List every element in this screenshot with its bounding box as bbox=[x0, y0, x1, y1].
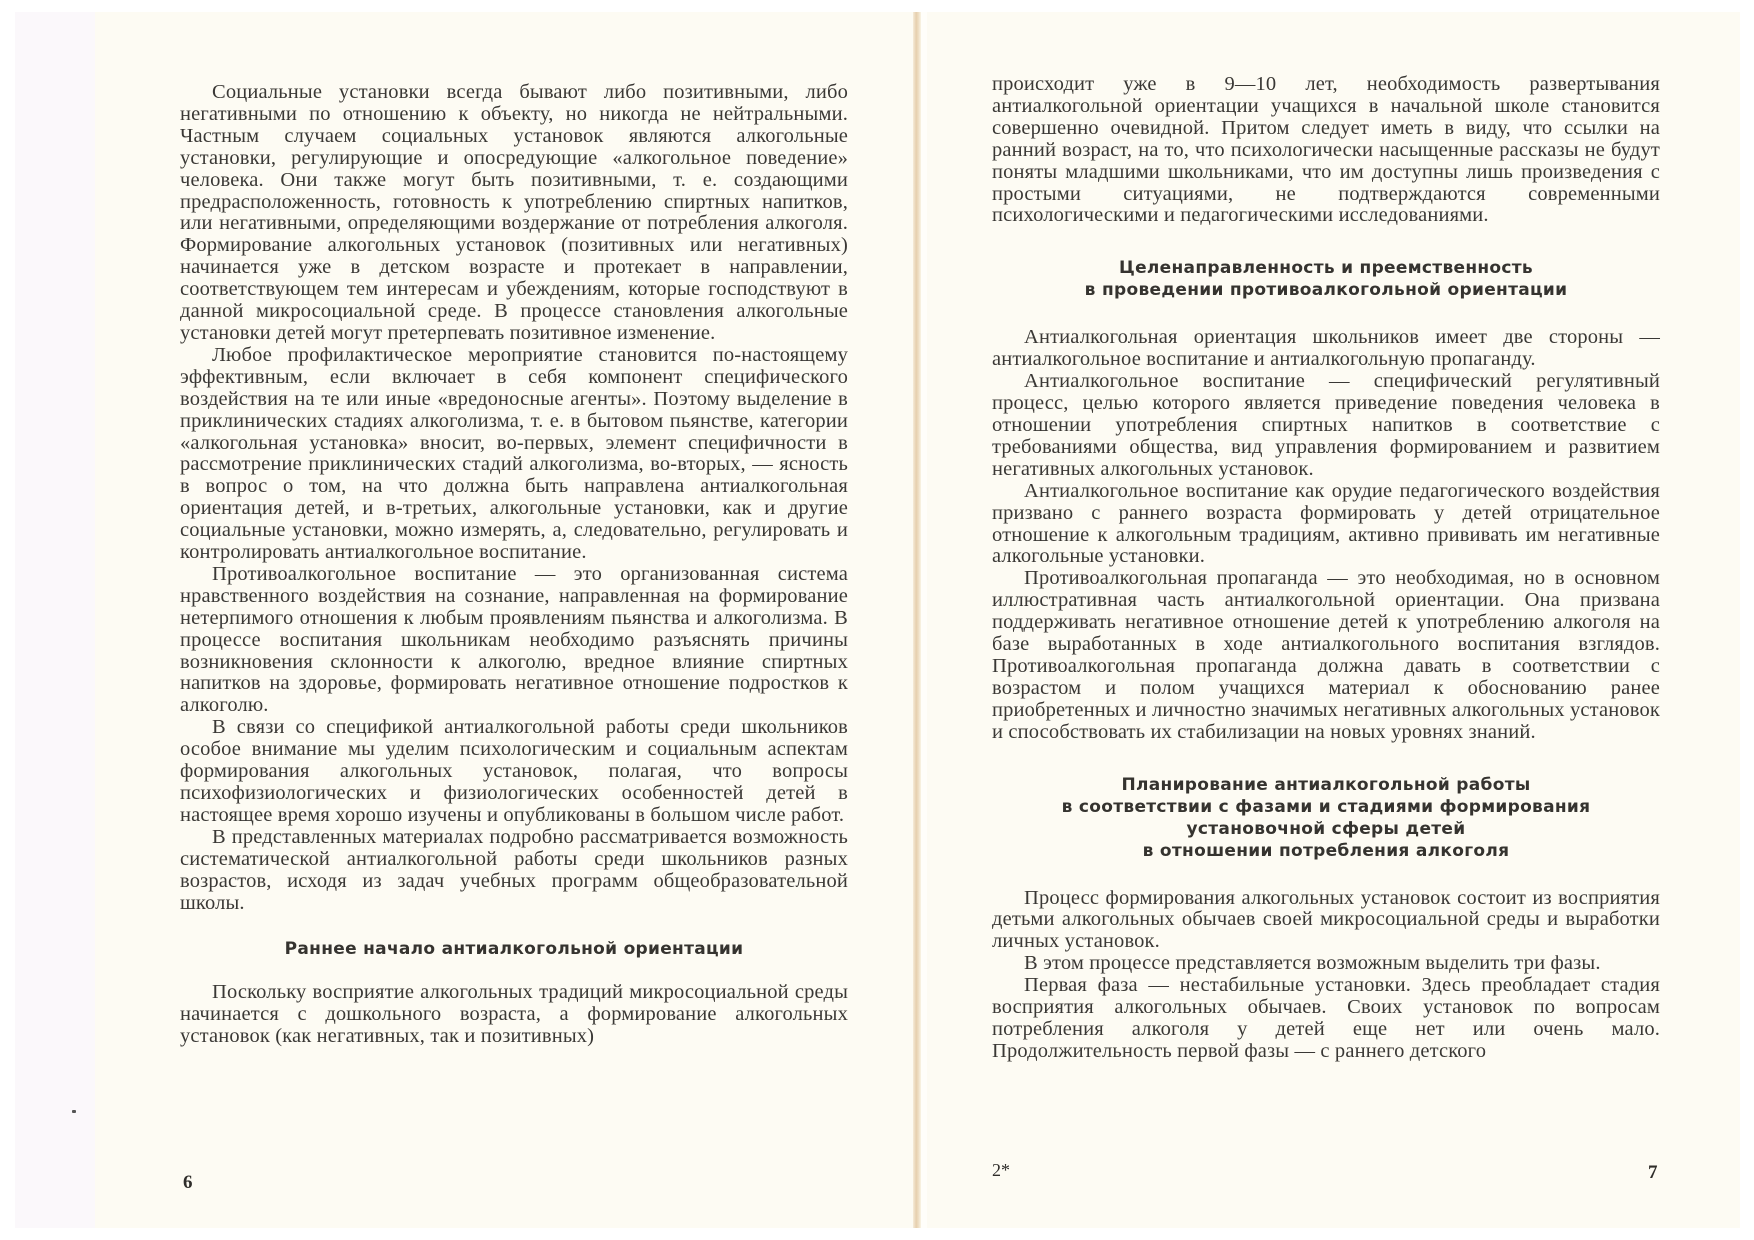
spine-highlight bbox=[921, 12, 927, 1228]
paragraph: Процесс формирования алкогольных установок состоит из восприятия детьми алкогольных обычаев своей микросоциальной среды и выработки личных установок. bbox=[992, 886, 1660, 953]
paragraph: Антиалкогольное воспитание — специфический регулятивный процесс, целью которого является приведение поведения человека в отношении употребления спиртных напитков в соответствие с требованиями общества, вид управления формированием и развитием негативных алкогольных установок. bbox=[992, 370, 1660, 480]
paragraph: Антиалкогольное воспитание как орудие педагогического воздействия призвано с раннего возраста формировать у детей отрицательное отношение к алкогольным традициям, активно прививать им негативные алкогольные установки. bbox=[992, 479, 1660, 568]
heading-line: Целенаправленность и преемственность bbox=[1119, 258, 1533, 279]
paragraph: Противоалкогольная пропаганда — это необходимая, но в основном иллюстративная часть антиалкогольной ориентации. Она призвана поддерживать негативное отношение детей к употреблению алкоголя на базе выработанных в ходе антиалкогольного воспитания взглядов. Противоалкогольная пропаганда должна давать в соответствии с возрастом и полом учащихся материал к обоснованию ранее приобретенных и личностно значимых негативных алкогольных установок и способствовать их стабилизации на новых уровнях знаний. bbox=[992, 567, 1660, 743]
scan-margin bbox=[15, 12, 95, 1228]
paragraph: В представленных материалах подробно рассматривается возможность систематической антиалкогольной работы среди школьников разных возрастов, исходя из задач учебных программ общеобразовательной школы. bbox=[180, 825, 848, 914]
page-number-left: 6 bbox=[183, 1172, 193, 1193]
section-heading bbox=[992, 774, 1660, 862]
page-number-right: 7 bbox=[1648, 1162, 1658, 1183]
left-page bbox=[180, 82, 848, 1048]
paragraph: происходит уже в 9—10 лет, необходимость развертывания антиалкогольной ориентации учащихся в начальной школе становится совершенно очевидной. Притом следует иметь в виду, что ссылки на ранний возраст, на то, что психологически насыщенные рассказы не будут поняты младшими школьниками, что им доступны лишь произведения с простыми ситуациями, не подтверждаются современными психологическими и педагогическими исследованиями. bbox=[992, 73, 1660, 227]
heading-line: установочной сферы детей bbox=[1186, 818, 1466, 839]
paragraph: Антиалкогольная ориентация школьников имеет две стороны — антиалкогольное воспитание и антиалкогольную пропаганду. bbox=[992, 326, 1660, 371]
paragraph: Первая фаза — нестабильные установки. Здесь преобладает стадия восприятия алкогольных обычаев. Своих установок по вопросам потребления алкоголя у детей еще нет или очень мало. Продолжительность первой фазы — с раннего детского bbox=[992, 974, 1660, 1062]
paragraph: Любое профилактическое мероприятие становится по-настоящему эффективным, если включает в себя компонент специфического воздействия на те или иные «вредоносные агенты». Поэтому выделение в приклинических стадиях алкоголизма, т. е. в бытовом пьянстве, категории «алкогольная установка» вносит, во-первых, элемент специфичности в рассмотрение приклинических стадий алкоголизма, во-вторых, — ясность в вопрос о том, на что должна быть направлена антиалкогольная ориентация детей, и в-третьих, алкогольные установки, как и другие социальные установки, можно измерять, а, следовательно, регулировать и контролировать антиалкогольное воспитание. bbox=[180, 343, 848, 564]
section-heading: Раннее начало антиалкогольной ориентации bbox=[284, 939, 744, 960]
heading-line: в проведении противоалкогольной ориентации bbox=[1084, 280, 1568, 301]
paragraph: Противоалкогольное воспитание — это организованная система нравственного воздействия на сознание, направленная на формирование нетерпимого отношения к любым проявлениям пьянства и алкоголизма. В процессе воспитания школьникам необходимо разъяснять причины возникновения склонности к алкоголю, вредное влияние спиртных напитков на здоровье, формировать негативное отношение подростков к алкоголю. bbox=[180, 562, 848, 717]
paragraph: В этом процессе представляется возможным выделить три фазы. bbox=[1024, 952, 1601, 975]
right-page bbox=[992, 74, 1660, 1063]
paragraph: В связи со спецификой антиалкогольной работы среди школьников особое внимание мы уделим психологическим и социальным аспектам формирования алкогольных установок, полагая, что вопросы психофизиологических и физиологических особенностей детей в настоящее время хорошо изучены и опубликованы в большом числе работ. bbox=[180, 716, 848, 826]
heading-line: в отношении потребления алкоголя bbox=[1142, 840, 1510, 861]
scan-speck bbox=[72, 1110, 76, 1113]
heading-line: в соответствии с фазами и стадиями формирования bbox=[1061, 796, 1591, 817]
section-heading bbox=[992, 257, 1660, 301]
signature-mark: 2* bbox=[992, 1160, 1010, 1180]
paragraph: Поскольку восприятие алкогольных традиций микросоциальной среды начинается с дошкольного возраста, а формирование алкогольных установок (как негативных, так и позитивных) bbox=[180, 981, 848, 1048]
paragraph: Социальные установки всегда бывают либо позитивными, либо негативными по отношению к объекту, но никогда не нейтральными. Частным случаем социальных установок являются алкогольные установки, регулирующие и опосредующие «алкогольное поведение» человека. Они также могут быть позитивными, т. е. создающими предрасположенность, готовность к употреблению спиртных напитков, или негативными, определяющими воздержание от потребления алкоголя. Формирование алкогольных установок (позитивных или негативных) начинается уже в детском возрасте и протекает в направлении, соответствующем тем интересам и убеждениям, которые господствуют в данной микросоциальной среде. В процессе становления алкогольные установки детей могут претерпевать позитивное изменение. bbox=[180, 81, 848, 344]
heading-line: Планирование антиалкогольной работы bbox=[1121, 774, 1531, 795]
book-spine bbox=[913, 12, 921, 1228]
